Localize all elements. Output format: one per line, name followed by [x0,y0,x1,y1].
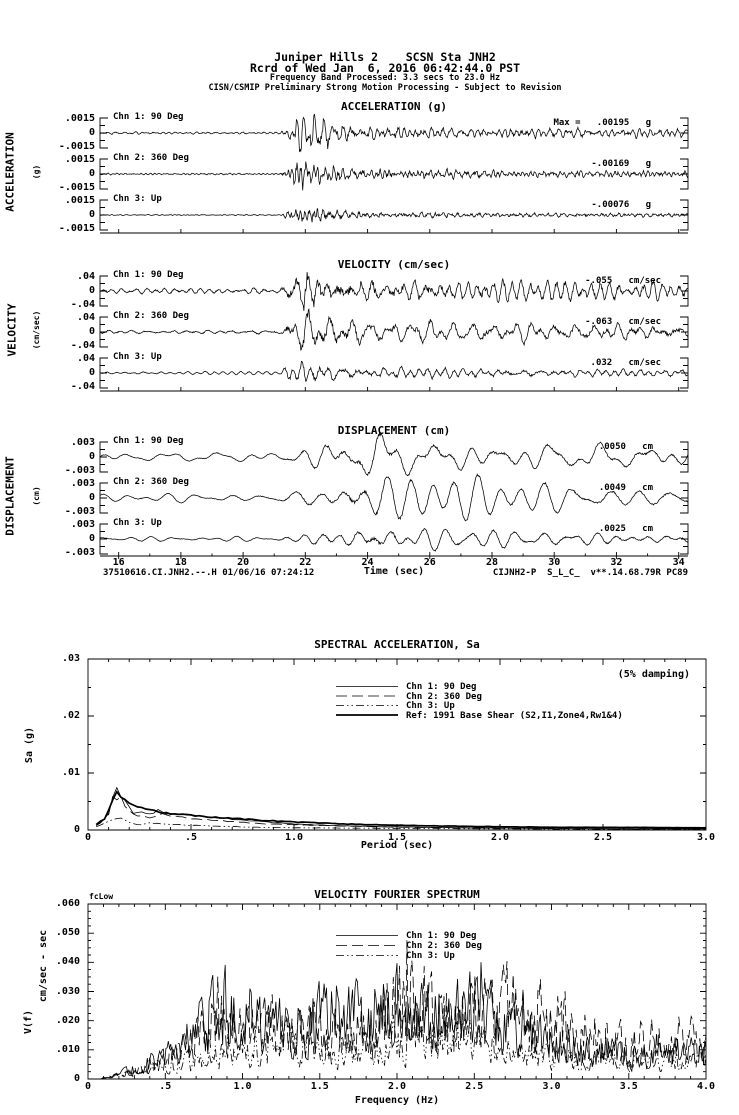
fourier-y-axis-label: V(f) [23,1009,34,1035]
period-tick-label: 3.0 [696,832,716,843]
displacement-chart-title: DISPLACEMENT (cm) [337,424,451,437]
fc-low-annotation: fcLow [89,892,114,901]
displacement-axis-label: DISPLACEMENT [3,456,17,536]
time-axis [100,229,688,233]
peak-value-label: .0050 cm [598,442,653,452]
frequency-tick-label: 2.0 [387,1081,407,1092]
report-header [208,52,561,93]
channel-label: Chn 1: 90 Deg [113,436,184,446]
peak-value-label: .0025 cm [598,524,653,534]
record-id-footer: 37510616.CI.JNH2.--.H 01/06/16 07:24:12 [103,568,315,578]
displacement-unit-label: (cm) [32,486,41,506]
y-tick-label: 0 [88,326,95,337]
y-tick-label: .04 [76,271,95,282]
processing-note: CISN/CSMIP Preliminary Strong Motion Processing - Subject to Revision [208,82,562,93]
time-tick-label: 24 [361,557,374,568]
y-tick-label: .003 [70,519,95,530]
y-tick-label: 0 [88,533,95,544]
y-tick-label: 0 [88,492,95,503]
y-axis-bracket-left [100,317,108,347]
y-tick-label: -.0015 [58,141,95,152]
acceleration-chart-title: ACCELERATION (g) [341,100,447,113]
channel-label: Chn 1: 90 Deg [113,270,184,280]
peak-value-label: .0049 cm [598,483,653,493]
period-axis-label: Period (sec) [360,840,434,851]
frequency-tick-label: 1.0 [233,1081,252,1092]
legend-label: Chn 2: 360 Deg [406,941,482,951]
sa-tick-label: 0 [73,824,80,835]
y-axis-bracket-left [100,442,108,472]
legend-label: Chn 1: 90 Deg [406,682,477,692]
legend-label: Chn 3: Up [406,701,455,711]
time-tick-label: 22 [299,557,312,568]
y-tick-label: 0 [88,168,95,179]
y-tick-label: .0015 [64,154,95,165]
time-tick-label: 18 [174,557,187,568]
peak-value-label: -.063 cm/sec [585,317,661,327]
frequency-tick-label: 4.0 [696,1081,716,1092]
y-tick-label: -.04 [70,299,95,310]
fourier-spectrum-curve [94,940,706,1079]
period-tick-label: 0 [84,832,92,843]
station-title: Juniper Hills 2 SCSN Sta JNH2 [274,50,496,64]
y-tick-label: .04 [76,312,95,323]
y-tick-label: .003 [70,478,95,489]
time-axis [100,552,688,559]
fourier-chart-title: VELOCITY FOURIER SPECTRUM [314,888,480,901]
vf-tick-label: .020 [55,1014,80,1026]
channel-label: Chn 2: 360 Deg [113,153,189,163]
time-tick-label: 20 [237,557,250,568]
sa-curve [96,788,706,829]
vf-tick-label: .060 [55,898,80,909]
vf-tick-label: .010 [55,1043,80,1055]
channel-label: Chn 2: 360 Deg [113,477,189,487]
y-tick-label: -.003 [64,465,95,476]
seismogram-trace [100,209,688,223]
period-tick-label: 2.0 [490,832,510,843]
frequency-band-note: Frequency Band Processed: 3.3 secs to 23.0 Hz [269,73,501,83]
sa-chart-title: SPECTRAL ACCELERATION, Sa [314,638,480,651]
channel-label: Chn 3: Up [113,352,162,362]
seismogram-trace [100,433,688,476]
frequency-axis-label: Frequency (Hz) [354,1095,440,1106]
y-tick-label: 0 [88,285,95,296]
time-tick-label: 34 [672,557,685,568]
y-tick-label: -.0015 [58,182,95,193]
legend-label: Chn 1: 90 Deg [406,931,477,941]
sa-y-axis-label: Sa (g) [24,726,35,764]
time-axis [100,387,688,391]
y-tick-label: 0 [88,127,95,138]
frequency-tick-label: .5 [159,1081,172,1092]
y-tick-label: 0 [88,209,95,220]
record-datetime: Rcrd of Wed Jan 6, 2016 06:42:44.0 PST [249,61,521,75]
y-axis-bracket-right [680,358,688,388]
legend-label: Chn 2: 360 Deg [406,691,482,702]
peak-value-label: -.00076 g [591,200,651,210]
channel-label: Chn 3: Up [113,194,162,204]
legend-label: Ref: 1991 Base Shear (S2,I1,Zone4,Rw1&4) [406,710,623,721]
velocity-chart-title: VELOCITY (cm/sec) [337,258,451,271]
peak-value-label: -.00169 g [591,159,651,169]
y-tick-label: 0 [88,367,95,378]
frequency-tick-label: 3.5 [619,1081,638,1092]
sa-tick-label: .03 [61,653,80,664]
y-axis-bracket-left [100,524,108,554]
y-tick-label: -.003 [64,547,95,558]
sa-tick-label: .02 [61,710,80,721]
channel-label: Chn 3: Up [113,518,162,528]
channel-label: Chn 1: 90 Deg [113,112,184,122]
period-tick-label: .5 [184,832,198,843]
period-tick-label: 1.5 [387,832,407,843]
y-tick-label: -.0015 [58,223,95,234]
fourier-y-unit-label: cm/sec - sec [38,929,49,1003]
acceleration-unit-label: (g) [32,164,41,180]
time-axis-label: Time (sec) [363,566,425,577]
y-tick-label: .0015 [64,113,95,124]
frequency-tick-label: 2.5 [465,1081,484,1092]
acceleration-axis-label: ACCELERATION [3,132,17,212]
y-tick-label: .0015 [64,195,95,206]
time-tick-label: 30 [548,557,561,568]
y-axis-bracket-left [100,483,108,513]
y-tick-label: .003 [70,437,95,448]
sa-curve [96,792,706,828]
y-tick-label: .04 [76,353,95,364]
frequency-tick-label: 3.0 [542,1081,561,1092]
y-tick-label: -.04 [70,340,95,351]
y-tick-label: 0 [88,451,95,462]
plot-frame [88,659,706,830]
y-tick-label: -.003 [64,506,95,517]
y-axis-bracket-right [680,483,688,513]
sa-curve [96,797,706,829]
velocity-unit-label: (cm/sec) [32,310,41,350]
vf-tick-label: .040 [55,956,80,968]
vf-tick-label: .050 [55,927,80,939]
frequency-tick-label: 1.5 [310,1081,329,1092]
legend-label: Chn 3: Up [406,951,455,961]
vf-tick-label: 0 [73,1073,80,1084]
frequency-tick-label: 0 [84,1081,92,1092]
period-tick-label: 2.5 [593,832,613,843]
period-tick-label: 1.0 [284,832,304,843]
processing-version-footer: CIJNH2-P S_L_C_ v**.14.68.79R PC89 [492,568,688,578]
channel-label: Chn 2: 360 Deg [113,311,189,321]
time-tick-label: 32 [610,557,623,568]
damping-annotation: (5% damping) [617,669,690,680]
peak-value-label: Max = .00195 g [553,118,651,128]
time-tick-label: 28 [485,557,499,568]
time-tick-label: 16 [112,557,125,568]
time-tick-label: 26 [423,557,436,568]
y-tick-label: -.04 [70,381,95,392]
peak-value-label: -.055 cm/sec [585,276,661,286]
velocity-axis-label: VELOCITY [5,303,19,357]
sa-tick-label: .01 [61,767,80,778]
peak-value-label: .032 cm/sec [590,358,661,368]
vf-tick-label: .030 [55,985,80,997]
